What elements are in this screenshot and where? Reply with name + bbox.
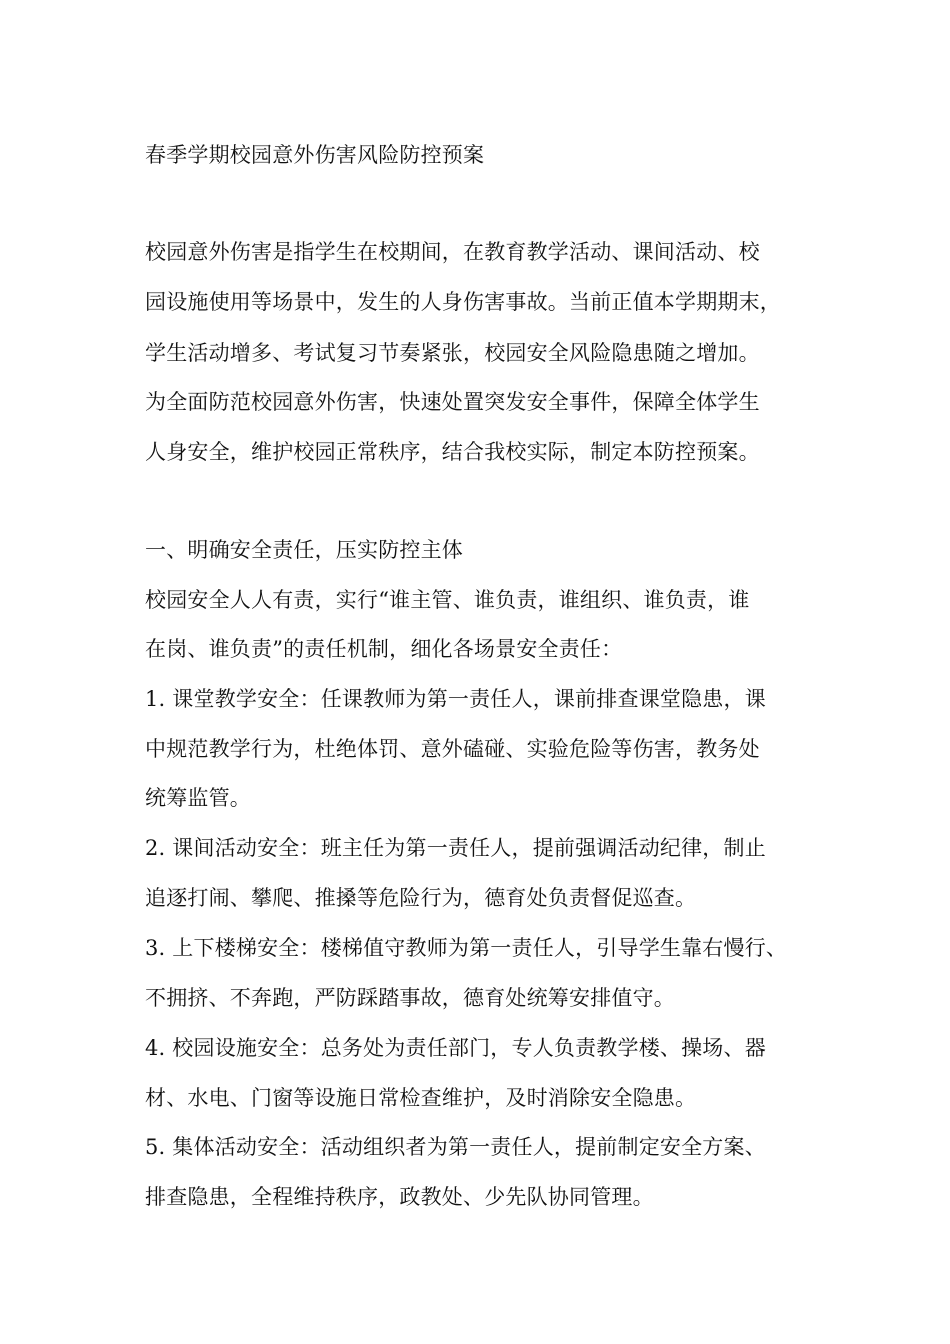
section-lead-line: 校园安全人人有责，实行“谁主管、谁负责，谁组织、谁负责，谁 — [145, 588, 750, 612]
list-item-line: 材、水电、门窗等设施日常检查维护，及时消除安全隐患。 — [145, 1086, 697, 1110]
list-item-line: 中规范教学行为，杜绝体罚、意外磕碰、实验危险等伤害，教务处 — [145, 737, 760, 761]
intro-line: 园设施使用等场景中，发生的人身伤害事故。当前正值本学期期末， — [145, 290, 781, 314]
intro-line: 学生活动增多、考试复习节奏紧张，校园安全风险隐患随之增加。 — [145, 341, 760, 365]
intro-line: 为全面防范校园意外伤害，快速处置突发安全事件，保障全体学生 — [145, 390, 760, 414]
list-item-line: 排查隐患，全程维持秩序，政教处、少先队协同管理。 — [145, 1185, 654, 1209]
list-item-line: 追逐打闹、攀爬、推搡等危险行为，德育处负责督促巡查。 — [145, 886, 697, 910]
list-item-line: 4. 校园设施安全：总务处为责任部门，专人负责教学楼、操场、器 — [145, 1036, 766, 1060]
list-item-line: 3. 上下楼梯安全：楼梯值守教师为第一责任人，引导学生靠右慢行、 — [145, 936, 788, 960]
intro-line: 人身安全，维护校园正常秩序，结合我校实际，制定本防控预案。 — [145, 440, 760, 464]
section-heading: 一、明确安全责任，压实防控主体 — [145, 538, 463, 562]
section-lead-line: 在岗、谁负责”的责任机制，细化各场景安全责任： — [145, 637, 623, 661]
list-item-line: 1. 课堂教学安全：任课教师为第一责任人，课前排查课堂隐患，课 — [145, 687, 766, 711]
document-title: 春季学期校园意外伤害风险防控预案 — [145, 143, 485, 167]
list-item-line: 5. 集体活动安全：活动组织者为第一责任人，提前制定安全方案、 — [145, 1135, 766, 1159]
list-item-line: 统筹监管。 — [145, 786, 251, 810]
list-item-line: 不拥挤、不奔跑，严防踩踏事故，德育处统筹安排值守。 — [145, 986, 675, 1010]
list-item-line: 2. 课间活动安全：班主任为第一责任人，提前强调活动纪律，制止 — [145, 836, 766, 860]
intro-line: 校园意外伤害是指学生在校期间，在教育教学活动、课间活动、校 — [145, 240, 760, 264]
